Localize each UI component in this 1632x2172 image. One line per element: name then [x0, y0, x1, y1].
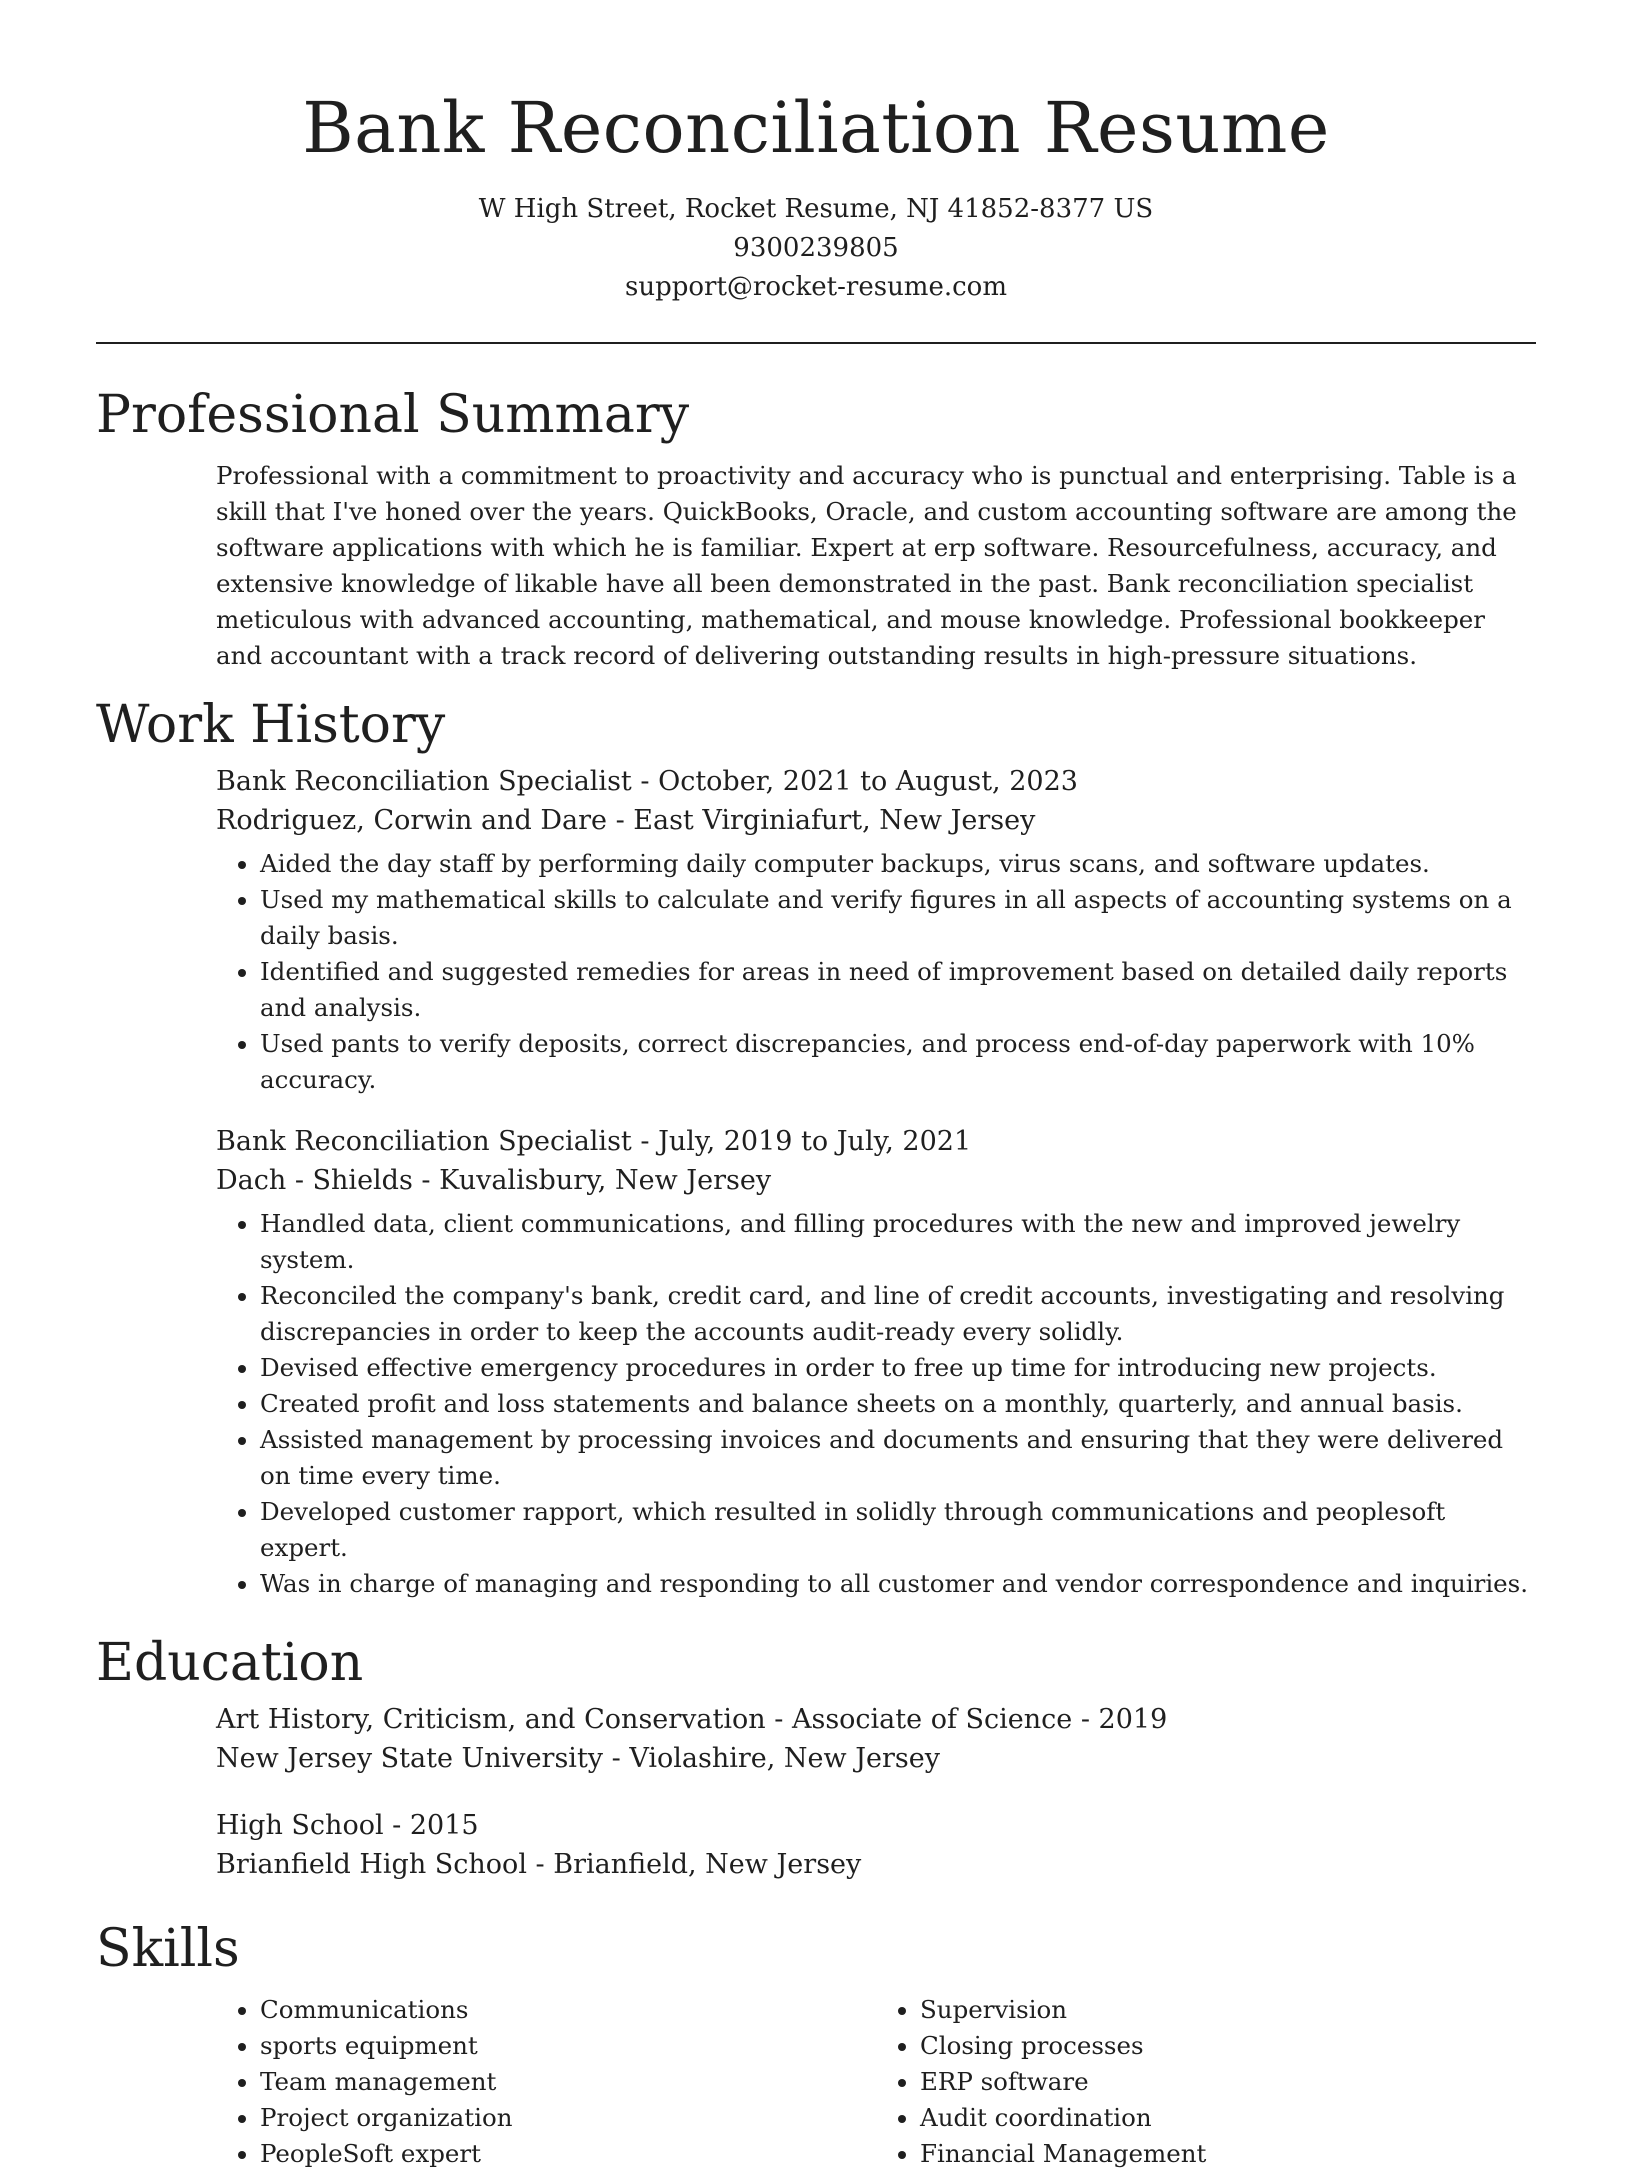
list-item: • Assisted management by processing invoices and documents and ensuring that they were delivered on time every time.	[260, 1422, 1536, 1494]
job-title-line	[216, 1122, 1536, 1161]
job-bullets	[216, 1206, 1536, 1602]
skills-list-right	[876, 1992, 1536, 2172]
list-item: • sports equipment	[260, 2028, 876, 2064]
summary-section	[96, 378, 1536, 674]
list-item: • Was in charge of managing and responding to all customer and vendor correspondence and inquiries.	[260, 1566, 1536, 1602]
skills-list-left	[216, 1992, 876, 2172]
education-school-line	[216, 1845, 1536, 1884]
contact-info	[0, 190, 1632, 307]
job-company: Dach - Shields	[216, 1165, 413, 1196]
education-entry	[216, 1806, 1536, 1884]
job-company: Rodriguez, Corwin and Dare	[216, 805, 607, 836]
job-dates: - October, 2021 to August, 2023	[631, 766, 1078, 797]
list-item: • Used pants to verify deposits, correct discrepancies, and process end-of-day paperwork with 10% accuracy.	[260, 1026, 1536, 1098]
education-location: - Violashire, New Jersey	[603, 1743, 941, 1774]
job-dates: - July, 2019 to July, 2021	[631, 1126, 972, 1157]
job-title: Bank Reconciliation Specialist	[216, 766, 632, 797]
list-item: • ERP software	[920, 2064, 1536, 2100]
section-heading-summary: Professional Summary	[96, 385, 690, 445]
skills-section	[96, 1912, 1536, 2172]
list-item: • Financial Management	[920, 2136, 1536, 2172]
resume-header	[0, 0, 1632, 307]
list-item: • PeopleSoft expert	[260, 2136, 876, 2172]
list-item: • Used my mathematical skills to calculate and verify figures in all aspects of accounting systems on a daily basis.	[260, 882, 1536, 954]
job-title-line	[216, 762, 1536, 801]
list-item: • Devised effective emergency procedures in order to free up time for introducing new projects.	[260, 1350, 1536, 1386]
list-item: • Aided the day staff by performing daily computer backups, virus scans, and software updates.	[260, 846, 1536, 882]
work-history-section	[96, 688, 1536, 1602]
header-divider	[96, 342, 1536, 344]
address-text: W High Street, Rocket Resume, NJ 41852-8377 US	[478, 194, 1154, 224]
list-item: • Handled data, client communications, and filling procedures with the new and improved jewelry system.	[260, 1206, 1536, 1278]
education-school-line	[216, 1739, 1536, 1778]
job-entry	[216, 762, 1536, 1098]
summary-text: Professional with a commitment to proactivity and accuracy who is punctual and enterprising. Table is a skill that I've honed over the years. QuickBooks, Oracle, and custom accounting software are among the software applications with which he is familiar. Expert at erp software. Resourcefulness, accuracy, and extensive knowledge of likable have all been demonstrated in the past. Bank reconciliation specialist meticulous with advanced accounting, mathematical, and mouse knowledge. Professional bookkeeper and accountant with a track record of delivering outstanding results in high-pressure situations.	[216, 461, 1517, 670]
email-link[interactable]: support@rocket-resume.com	[624, 272, 1007, 302]
education-year: - 2019	[1072, 1704, 1168, 1735]
job-company-line	[216, 1161, 1536, 1200]
list-item: • Reconciled the company's bank, credit card, and line of credit accounts, investigating and resolving discrepancies in order to keep the accounts audit-ready every solidly.	[260, 1278, 1536, 1350]
education-year: - 2015	[383, 1810, 479, 1841]
list-item: • Created profit and loss statements and balance sheets on a monthly, quarterly, and annual basis.	[260, 1386, 1536, 1422]
job-bullets	[216, 846, 1536, 1098]
section-heading-work-history: Work History	[96, 695, 446, 755]
job-location: - Kuvalisbury, New Jersey	[412, 1165, 772, 1196]
education-location: - Brianfield, New Jersey	[526, 1849, 862, 1880]
section-heading-education: Education	[96, 1633, 364, 1693]
job-company-line	[216, 801, 1536, 840]
job-location: - East Virginiafurt, New Jersey	[606, 805, 1036, 836]
education-entry	[216, 1700, 1536, 1778]
education-school: New Jersey State University	[216, 1743, 604, 1774]
list-item: • Supervision	[920, 1992, 1536, 2028]
job-entry	[216, 1122, 1536, 1602]
list-item: • Team management	[260, 2064, 876, 2100]
section-heading-skills: Skills	[96, 1919, 240, 1979]
list-item: • Audit coordination	[920, 2100, 1536, 2136]
education-detail: - Associate of Science	[765, 1704, 1073, 1735]
list-item: • Developed customer rapport, which resulted in solidly through communications and peoplesoft expert.	[260, 1494, 1536, 1566]
list-item: • Communications	[260, 1992, 876, 2028]
list-item: • Closing processes	[920, 2028, 1536, 2064]
skills-columns	[216, 1986, 1536, 2172]
education-school: Brianfield High School	[216, 1849, 527, 1880]
education-degree-line	[216, 1700, 1536, 1739]
education-degree: Art History, Criticism, and Conservation	[216, 1704, 766, 1735]
phone-text: 9300239805	[733, 233, 899, 263]
list-item: • Identified and suggested remedies for areas in need of improvement based on detailed daily reports and analysis.	[260, 954, 1536, 1026]
page-title: Bank Reconciliation Resume	[302, 87, 1330, 169]
education-degree: High School	[216, 1810, 384, 1841]
job-title: Bank Reconciliation Specialist	[216, 1126, 632, 1157]
education-degree-line	[216, 1806, 1536, 1845]
list-item: • Project organization	[260, 2100, 876, 2136]
education-section	[96, 1626, 1536, 1884]
resume-content	[96, 378, 1536, 2172]
